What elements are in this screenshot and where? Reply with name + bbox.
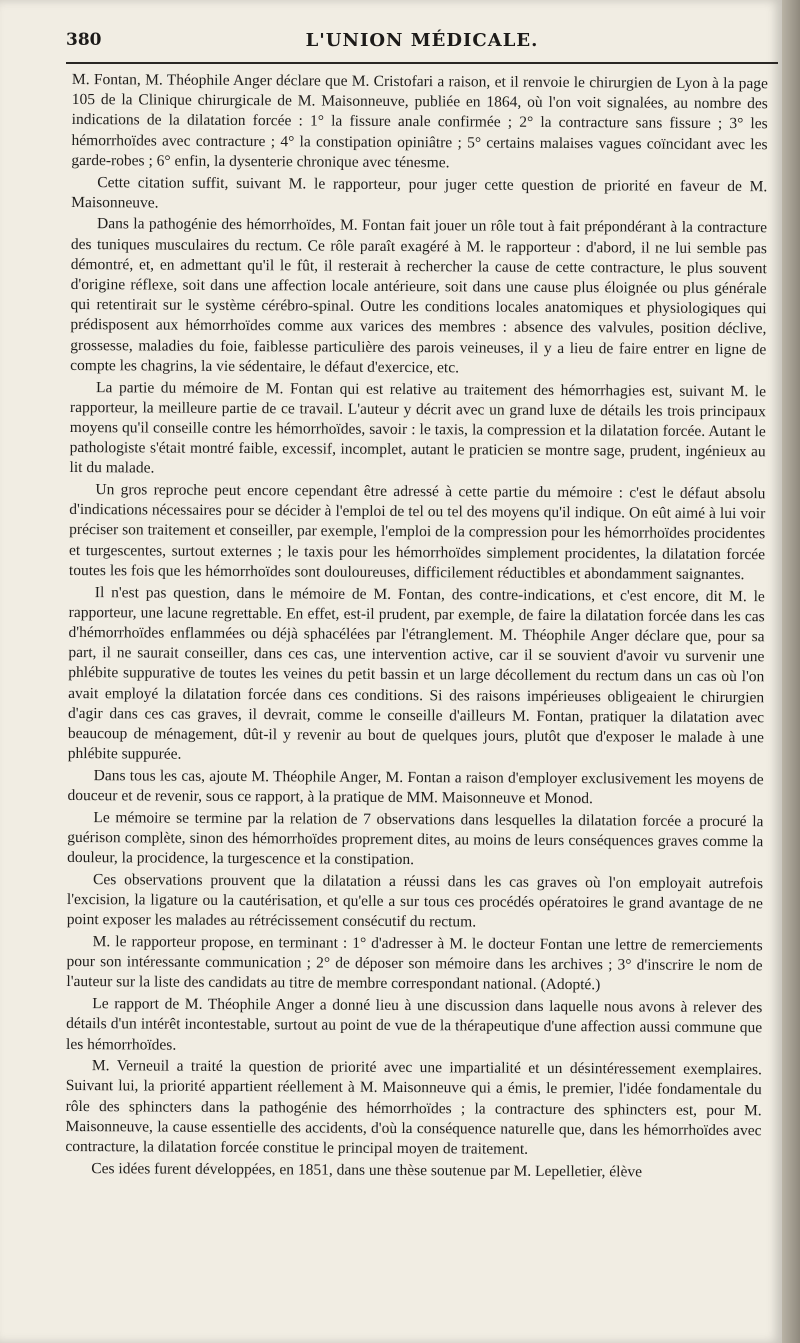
paragraph: Dans tous les cas, ajoute M. Théophile Anger, M. Fontan a raison d'employer exclusivement les moyens de douceur et de revenir, sous ce rapport, à la pratique de MM. Maisonneuve et Monod. — [67, 767, 764, 808]
article-text — [65, 70, 768, 1185]
paragraph: M. le rapporteur propose, en terminant : 1° d'adresser à M. le docteur Fontan une lettre de remerciements pour son intéressante communication ; 2° de déposer son mémoire dans les archives ; 3° d'inscrire le nom de l'auteur sur la liste des candidats au titre de membre correspondant national. (Adopté.) — [66, 933, 763, 994]
page-header — [66, 28, 778, 64]
paragraph: Ces idées furent développées, en 1851, dans une thèse soutenue par M. Lepelletier, élève — [91, 1159, 643, 1181]
running-title: L'UNION MÉDICALE. — [305, 30, 539, 51]
paragraph: Un gros reproche peut encore cependant être adressé à cette partie du mémoire : c'est le défaut absolu d'indications nécessaires pour se décider à l'emploi de tel ou tel des moyens qu'il indique. On eût aimé à lui voir préciser son traitement et conseiller, par exemple, l'emploi de la compression pour les hémorrhoïdes procidentes et turgescentes, surtout externes ; le taxis pour les hémorrhoïdes simplement procidentes, la dilatation forcée toutes les fois que les hémorrhoïdes sont douloureuses, difficilement réductibles et abondamment saignantes. — [68, 481, 766, 583]
paragraph: La partie du mémoire de M. Fontan qui est relative au traitement des hémorrhagies est, suivant M. le rapporteur, la meilleure partie de ce travail. L'auteur y décrit avec un grand luxe de détails les trois principaux moyens qu'il conseille contre les hémorrhoïdes, savoir : le taxis, la compression et la dilatation forcée. Autant le pathologiste s'était montré faible, excessif, incomplet, autant le praticien se montre sage, prudent, ingénieux au lit du malade. — [69, 378, 767, 477]
paragraph: Dans la pathogénie des hémorrhoïdes, M. Fontan fait jouer un rôle tout à fait prépondérant à la contracture des tuniques musculaires du rectum. Ce rôle paraît exagéré à M. le rapporteur : d'abord, il ne lui semble pas démontré, et, en admettant qu'il le fût, il resterait à rechercher la cause de cette contracture, le plus souvent d'origine réflexe, soit dans une affection locale antérieure, soit dans une cause plus éloignée ou plus générale qui retentirait sur le système cérébro-spinal. Outre les conditions locales anatomiques et physiologiques qui prédisposent aux hémorrhoïdes comme aux varices des membres : absence des valvules, position déclive, grossesse, maladies du foie, faiblesse particulière des parois veineuses, il y a lieu de faire entrer en ligne de compte les chagrins, la vie sédentaire, le défaut d'exercice, etc. — [70, 215, 768, 377]
paragraph: M. Verneuil a traité la question de priorité avec une impartialité et un désintéressement exemplaires. Suivant lui, la priorité appartient réellement à M. Maisonneuve qui a émis, le premier, l'idée fondamentale du rôle des sphincters dans la pathogénie des hémorrhoïdes ; la contracture des sphincters est, pour M. Maisonneuve, la cause essentielle des accidents, d'où la conséquence naturelle que, dans les hémorrhoïdes avec contracture, la dilatation forcée constitue le principal moyen de traitement. — [65, 1057, 762, 1158]
paragraph: Le rapport de M. Théophile Anger a donné lieu à une discussion dans laquelle nous avons à relever des détails d'un intérêt incontestable, surtout au point de vue de la thérapeutique d'une affection aussi commune que les hémorrhoïdes. — [65, 995, 763, 1054]
paragraph: M. Fontan, M. Théophile Anger déclare que M. Cristofari a raison, et il renvoie le chirurgien de Lyon à la page 105 de la Clinique chirurgicale de M. Maisonneuve, publiée en 1864, où l'on voit signalées, au nombre des indications de la dilatation forcée : 1° la fissure anale confirmée ; 2° la contracture sans fissure ; 3° les hémorrhoïdes avec contracture ; 4° la constipation opiniâtre ; 5° certains malaises vagues coïncidant avec les garde-robes ; 6° enfin, la dysenterie chronique avec ténesme. — [71, 70, 768, 172]
paragraph: Le mémoire se termine par la relation de 7 observations dans lesquelles la dilatation forcée a procuré la guérison complète, sinon des hémorrhoïdes proprement dites, au moins de leurs conséquences graves comme la douleur, la procidence, la turgescence et la constipation. — [67, 808, 764, 869]
paragraph: Ces observations prouvent que la dilatation a réussi dans les cas graves où l'on employait autrefois l'excision, la ligature ou la cautérisation, et qu'elle a sur tous ces procédés opératoires le grand avantage de ne point exposer les malades au rétrécissement consécutif du rectum. — [66, 871, 764, 931]
paragraph: Il n'est pas question, dans le mémoire de M. Fontan, des contre-indications, et c'est encore, dit M. le rapporteur, une lacune regrettable. En effet, est-il prudent, par exemple, de faire la dilatation forcée dans les cas d'hémorrhoïdes enflammées ou déjà sphacélées par l'étranglement. M. Théophile Anger déclare que, pour sa part, il ne saurait conseiller, dans ces cas, une intervention active, car il se souvient d'avoir vu survenir une phlébite suppurative de toutes les veines du petit bassin et un large décollement du rectum dans un cas où l'on avait employé la dilatation forcée dans ces conditions. Si des raisons impérieuses obligeaient le chirurgien d'agir dans ces cas graves, il devrait, comme le conseille d'ailleurs M. Fontan, pratiquer la dilatation avec beaucoup de ménagement, dût-il y revenir au bout de quelques jours, plutôt que d'exposer le malade à une phlébite suppurée. — [67, 583, 765, 763]
page-number: 380 — [66, 30, 102, 50]
page-edge-shadow — [782, 0, 800, 1343]
paragraph: Cette citation suffit, suivant M. le rapporteur, pour juger cette question de priorité en faveur de M. Maisonneuve. — [71, 173, 768, 212]
